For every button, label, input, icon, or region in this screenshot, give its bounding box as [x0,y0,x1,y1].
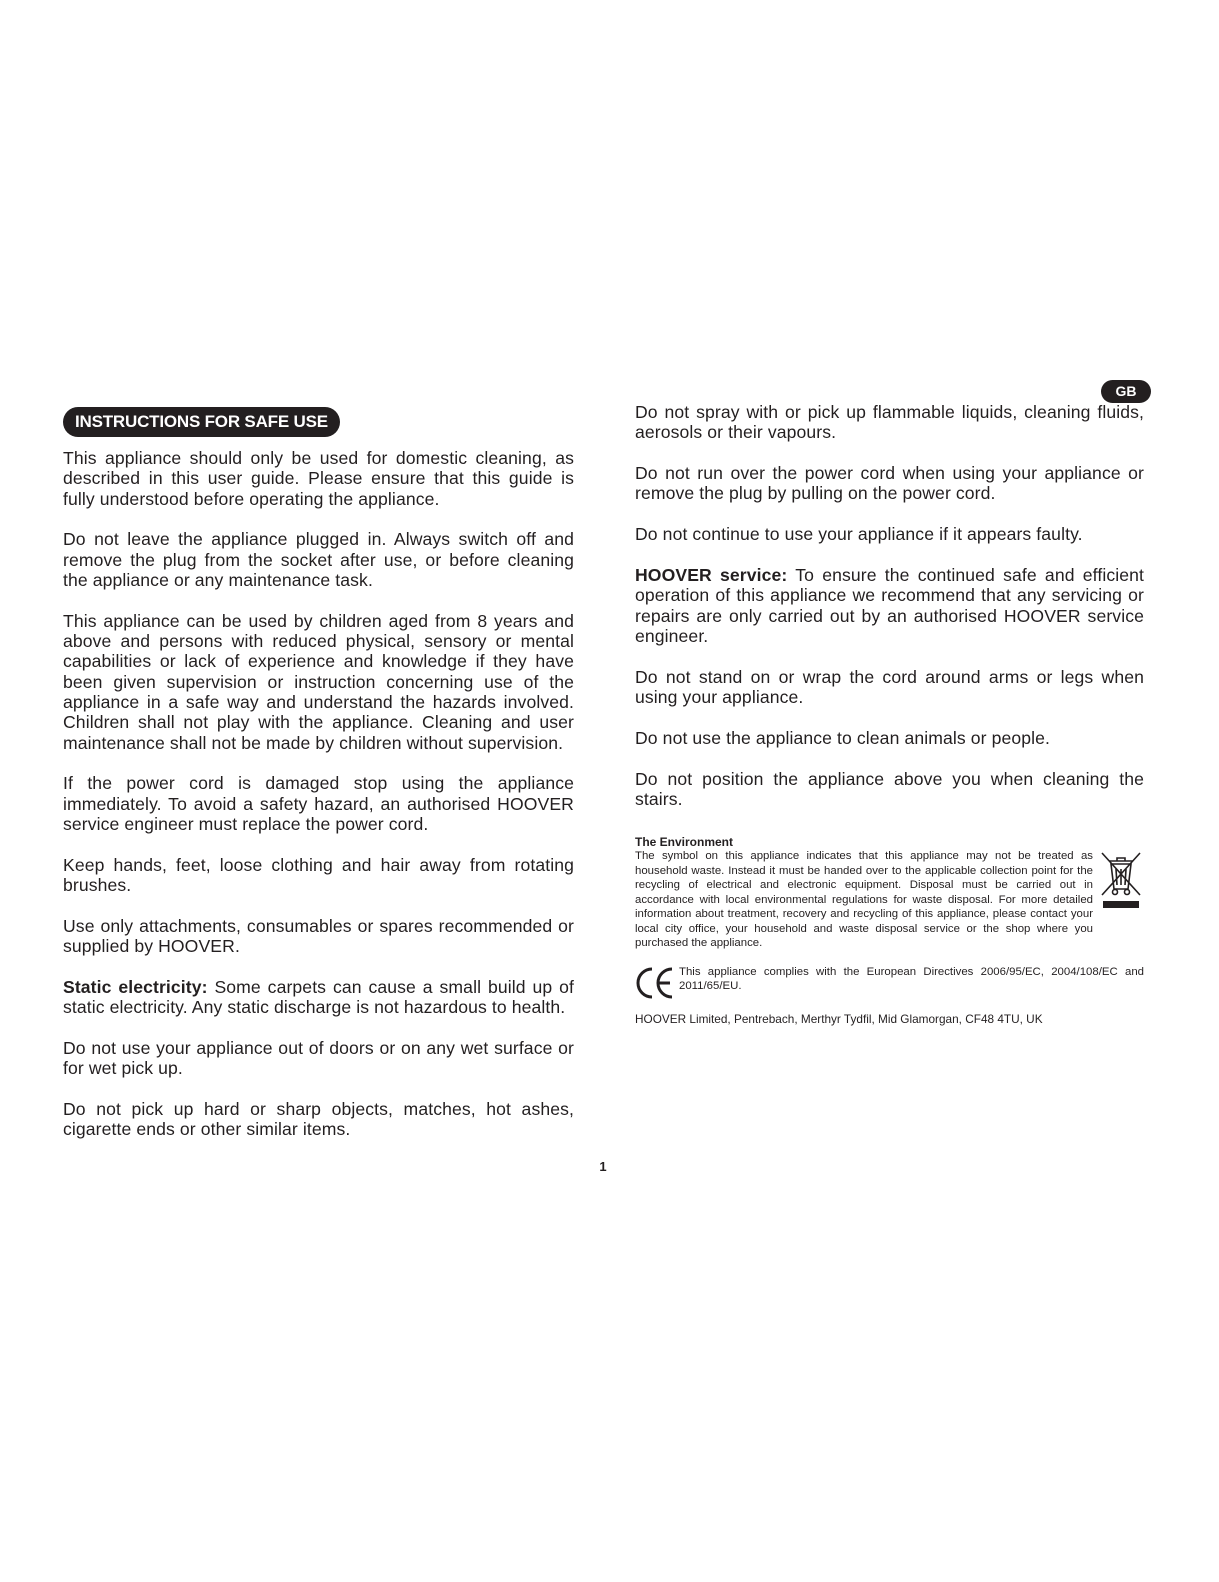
paragraph [63,916,574,957]
paragraph [635,565,1144,646]
section-title: INSTRUCTIONS FOR SAFE USE [63,407,340,437]
paragraph [63,855,574,896]
paragraph [635,402,1144,443]
paragraph [63,977,574,1018]
paragraph-text: Do not stand on or wrap the cord around arms or legs when using your appliance. [635,666,1144,707]
paragraph [63,1099,574,1140]
paragraph-text: If the power cord is damaged stop using the appliance immediately. To avoid a safety hazard, an authorised HOOVER service engineer must replace the power cord. [63,773,574,834]
paragraph [635,667,1144,708]
paragraph [635,524,1144,544]
paragraph-text: Do not continue to use your appliance if it appears faulty. [635,524,1083,545]
environment-text: The symbol on this appliance indicates that this appliance may not be treated as household waste. Instead it must be handed over to the applicable collection point for the recycling of electrical and electronic equipment. Disposal must be carried out in accordance with local environmental regulations for waste disposal. For more detailed information about treatment, recovery and recycling of this appliance, please contact your local city office, your household and waste disposal service or the shop where you purchased the appliance. [635,850,1093,950]
right-column [635,402,1144,1026]
left-paragraphs [63,448,574,1140]
ce-mark-icon [635,966,675,1000]
paragraph [635,728,1144,748]
paragraph [635,463,1144,504]
paragraph [63,773,574,834]
paragraph-text: Do not position the appliance above you when cleaning the stairs. [635,768,1144,809]
company-address: HOOVER Limited, Pentrebach, Merthyr Tydfil, Mid Glamorgan, CF48 4TU, UK [635,1011,1043,1026]
environment-section [635,835,1144,951]
weee-crossed-bin-icon [1099,847,1143,911]
paragraph [635,769,1144,810]
paragraph-text: Some carpets can cause a small build up of static electricity. Any static discharge is not hazardous to health. [63,976,574,1018]
paragraph-text: Keep hands, feet, loose clothing and hair away from rotating brushes. [63,854,574,896]
paragraph-text: This appliance can be used by children aged from 8 years and above and persons with reduced physical, sensory or mental capabilities or lack of experience and knowledge if they have been given supervision or instruction concerning use of the appliance in a safe way and understand the hazards involved. Children shall not play with the appliance. Cleaning and user maintenance shall not be made by children without supervision. [63,610,574,753]
paragraph [63,1038,574,1079]
right-paragraphs [635,402,1144,809]
paragraph-text: This appliance should only be used for domestic cleaning, as described in this user guide. Please ensure that this guide is fully understood before operating the appliance. [63,448,574,509]
paragraph-text: Do not spray with or pick up flammable liquids, cleaning fluids, aerosols or their vapours. [635,402,1144,443]
language-badge: GB [1101,380,1151,403]
left-column [63,407,574,1160]
paragraph-lead: HOOVER service: [635,564,788,585]
paragraph-text: Do not pick up hard or sharp objects, matches, hot ashes, cigarette ends or other similar items. [63,1099,574,1140]
paragraph-text: Do not run over the power cord when using your appliance or remove the plug by pulling on the power cord. [635,463,1144,504]
paragraph-lead: Static electricity: [63,976,208,997]
compliance-text: This appliance complies with the European Directives 2006/95/EC, 2004/108/EC and 2011/65/EU. [679,965,1144,993]
page-number: 1 [599,1159,607,1174]
paragraph-text: Do not use the appliance to clean animals or people. [635,727,1051,748]
paragraph-text: To ensure the continued safe and efficient operation of this appliance we recommend that any servicing or repairs are only carried out by an authorised HOOVER service engineer. [635,564,1144,646]
paragraph [63,448,574,509]
paragraph-text: Use only attachments, consumables or spares recommended or supplied by HOOVER. [63,915,574,957]
compliance-row [635,965,1144,1000]
paragraph [63,611,574,753]
paragraph-text: Do not use your appliance out of doors or on any wet surface or for wet pick up. [63,1038,574,1079]
paragraph [63,529,574,590]
paragraph-text: Do not leave the appliance plugged in. Always switch off and remove the plug from the socket after use, or before cleaning the appliance or any maintenance task. [63,529,574,590]
environment-title: The Environment [635,835,734,850]
